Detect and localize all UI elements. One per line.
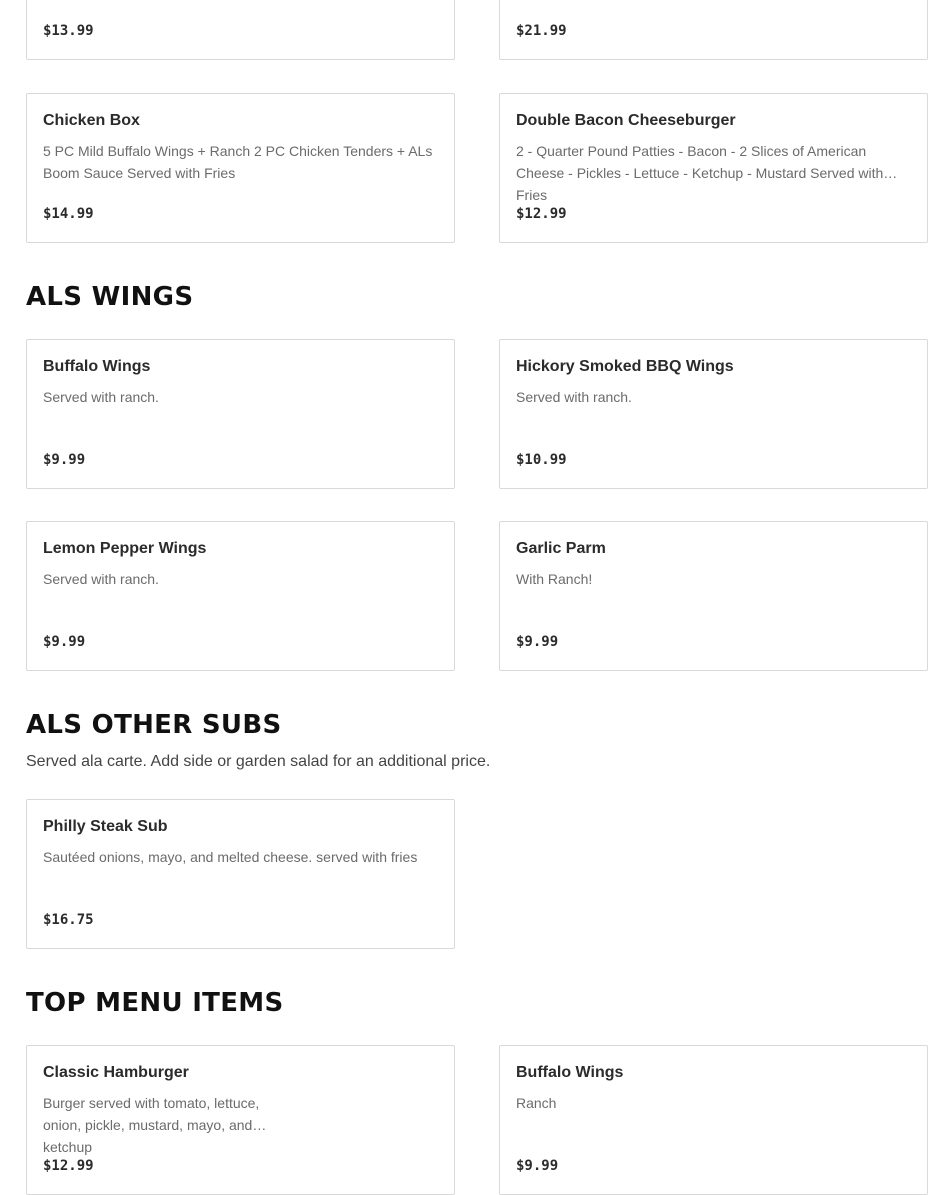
item-name: Double Bacon Cheeseburger [516, 112, 736, 129]
item-description: Served with ranch. [43, 571, 159, 587]
item-name: Hickory Smoked BBQ Wings [516, 358, 734, 375]
menu-item-card[interactable] [499, 93, 928, 243]
item-description: Ranch [516, 1095, 557, 1111]
section-title: TOP MENU ITEMS [26, 988, 284, 1018]
section-title: ALS WINGS [26, 282, 194, 312]
item-price: $10.99 [516, 452, 567, 468]
menu-item-card[interactable] [499, 0, 928, 60]
menu-item-card[interactable] [499, 1045, 928, 1195]
item-price: $12.99 [43, 1158, 94, 1174]
item-name: Classic Hamburger [43, 1064, 189, 1081]
item-price: $14.99 [43, 206, 94, 222]
menu-item-card[interactable] [499, 339, 928, 489]
menu-item-card[interactable] [26, 799, 455, 949]
item-price: $9.99 [516, 634, 559, 650]
item-price: $16.75 [43, 912, 94, 928]
item-price: $13.99 [43, 23, 94, 39]
item-name: Buffalo Wings [516, 1064, 624, 1081]
item-description: Sautéed onions, mayo, and melted cheese. served with fries [43, 849, 418, 865]
menu-item-card[interactable] [26, 1045, 455, 1195]
menu-item-card[interactable] [26, 0, 455, 60]
item-description: With Ranch! [516, 571, 593, 587]
item-price: $9.99 [43, 452, 86, 468]
menu-item-card[interactable] [26, 93, 455, 243]
menu-item-card[interactable] [26, 521, 455, 671]
item-price: $12.99 [516, 206, 567, 222]
menu-item-card[interactable] [499, 521, 928, 671]
item-description: Burger served with tomato, lettuce, onion, pickle, mustard, mayo, and ketchup [43, 1095, 260, 1155]
item-description: Served with ranch. [43, 389, 159, 405]
menu-item-card[interactable] [26, 339, 455, 489]
item-price: $21.99 [516, 23, 567, 39]
item-description: 5 PC Mild Buffalo Wings + Ranch 2 PC Chicken Tenders + ALs Boom Sauce Served with Fries [43, 143, 433, 181]
item-name: Buffalo Wings [43, 358, 151, 375]
item-name: Chicken Box [43, 112, 140, 129]
section-title: ALS OTHER SUBS [26, 710, 282, 740]
item-description: 2 - Quarter Pound Patties - Bacon - 2 Slices of American Cheese - Pickles - Lettuce - Ketchup - Mustard Served with Fries [516, 143, 884, 203]
item-price: $9.99 [43, 634, 86, 650]
item-name: Philly Steak Sub [43, 818, 168, 835]
item-price: $9.99 [516, 1158, 559, 1174]
item-name: Lemon Pepper Wings [43, 540, 207, 557]
item-description: Served with ranch. [516, 389, 632, 405]
item-name: Garlic Parm [516, 540, 606, 557]
section-description: Served ala carte. Add side or garden salad for an additional price. [26, 753, 491, 770]
